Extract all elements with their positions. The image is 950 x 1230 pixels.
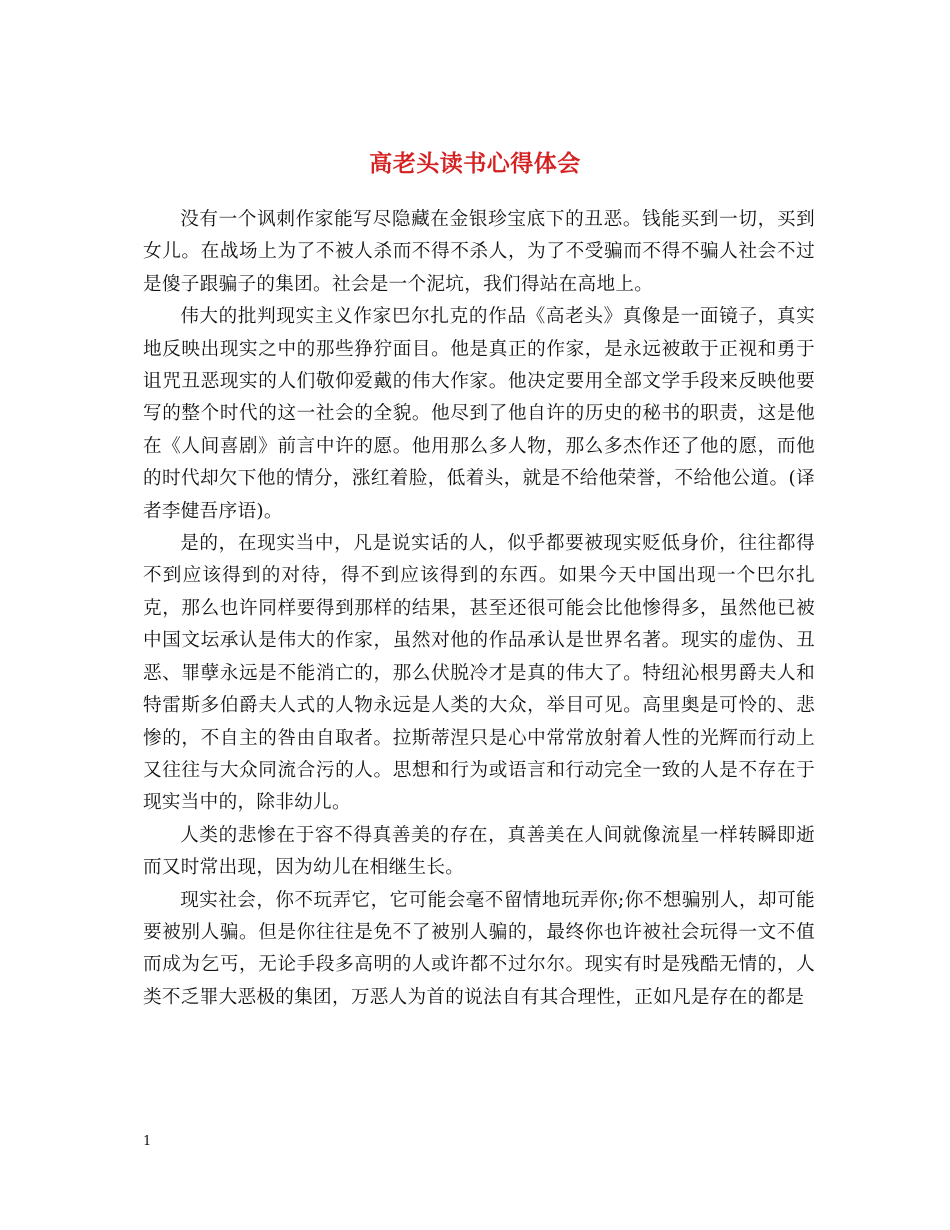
page-number: 1 [143,1134,152,1149]
paragraph: 是的，在现实当中，凡是说实话的人，似乎都要被现实贬低身价，往往都得不到应该得到的对待，得不到应该得到的东西。如果今天中国出现一个巴尔扎克，那么也许同样要得到那样的结果，甚至还很可能会比他惨得多，虽然他已被中国文坛承认是伟大的作家，虽然对他的作品承认是世界名著。现实的虚伪、丑恶、罪孽永远是不能消亡的，那么伏脱冷才是真的伟大了。特纽沁根男爵夫人和特雷斯多伯爵夫人式的人物永远是人类的大众，举目可见。高里奥是可怜的、悲惨的，不自主的咎由自取者。拉斯蒂涅只是心中常常放射着人性的光辉而行动上又往往与大众同流合污的人。思想和行为或语言和行动完全一致的人是不存在于现实当中的，除非幼儿。 [143,533,815,814]
paragraph: 现实社会，你不玩弄它，它可能会毫不留情地玩弄你;你不想骗别人，却可能要被别人骗。但是你往往是免不了被别人骗的，最终你也许被社会玩得一文不值而成为乞丐，无论手段多高明的人或许都不过尔尔。现实有时是残酷无情的，人类不乏罪大恶极的集团，万恶人为首的说法自有其合理性，正如凡是存在的都是 [143,889,815,1008]
paragraph: 没有一个讽刺作家能写尽隐藏在金银珍宝底下的丑恶。钱能买到一切，买到女儿。在战场上为了不被人杀而不得不杀人，为了不受骗而不得不骗人社会不过是傻子跟骗子的集团。社会是一个泥坑，我们得站在高地上。 [143,209,815,295]
document-body [143,204,815,1014]
paragraph: 伟大的批判现实主义作家巴尔扎克的作品《高老头》真像是一面镜子，真实地反映出现实之中的那些狰狞面目。他是真正的作家，是永远被敢于正视和勇于诅咒丑恶现实的人们敬仰爱戴的伟大作家。他决定要用全部文学手段来反映他要写的整个时代的这一社会的全貌。他尽到了他自许的历史的秘书的职责，这是他在《人间喜剧》前言中许的愿。他用那么多人物，那么多杰作还了他的愿，而他的时代却欠下他的情分，涨红着脸，低着头，就是不给他荣誉，不给他公道。(译者李健吾序语)。 [143,306,815,522]
document-title: 高老头读书心得体会 [369,151,581,178]
paragraph: 人类的悲惨在于容不得真善美的存在，真善美在人间就像流星一样转瞬即逝而又时常出现，因为幼儿在相继生长。 [143,824,815,879]
